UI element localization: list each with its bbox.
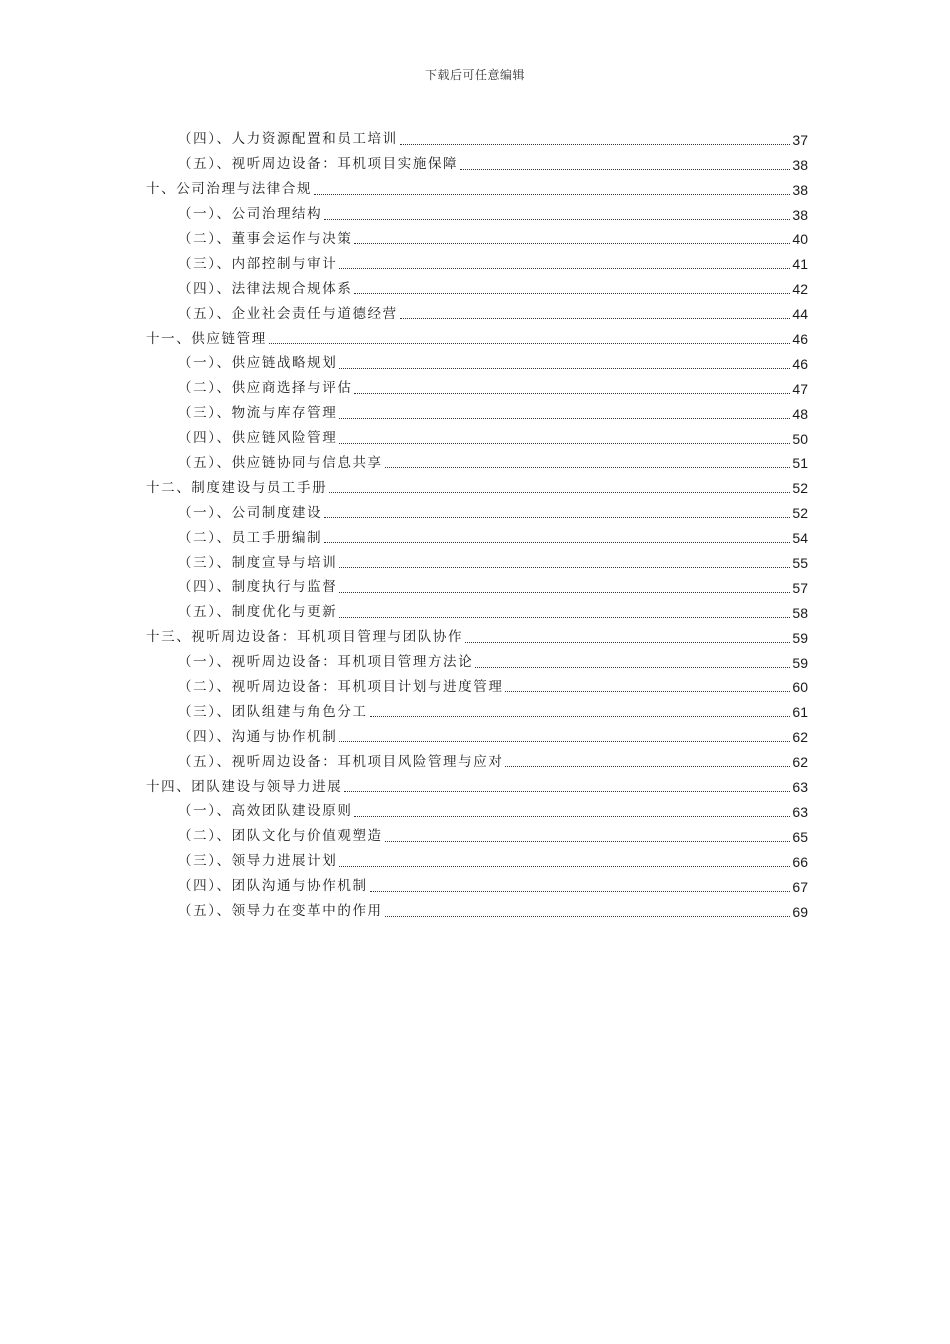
- toc-entry[interactable]: [146, 150, 808, 175]
- toc-entry[interactable]: [146, 897, 808, 922]
- toc-dot-leader: [339, 418, 790, 419]
- toc-dot-leader: [400, 318, 791, 319]
- toc-entry-title: （二）、董事会运作与决策: [178, 230, 353, 247]
- toc-entry-page-number: 63: [792, 803, 808, 820]
- toc-entry-title: （三）、内部控制与审计: [178, 255, 338, 272]
- toc-entry-page-number: 55: [792, 555, 808, 572]
- toc-entry-page-number: 57: [792, 579, 808, 596]
- toc-entry-title: （三）、领导力进展计划: [178, 853, 338, 870]
- toc-entry[interactable]: [146, 847, 808, 872]
- toc-entry-title: （二）、团队文化与价值观塑造: [178, 828, 383, 845]
- toc-entry-page-number: 58: [792, 604, 808, 621]
- toc-entry[interactable]: [146, 697, 808, 722]
- toc-entry-page-number: 48: [792, 405, 808, 422]
- toc-dot-leader: [354, 393, 790, 394]
- toc-dot-leader: [400, 144, 791, 145]
- toc-entry[interactable]: [146, 374, 808, 399]
- toc-entry-page-number: 46: [792, 355, 808, 372]
- toc-entry[interactable]: [146, 747, 808, 772]
- toc-dot-leader: [385, 467, 791, 468]
- toc-entry[interactable]: [146, 200, 808, 225]
- toc-entry-title: （四）、制度执行与监督: [178, 579, 338, 596]
- toc-entry-title: （一）、公司制度建设: [178, 504, 323, 521]
- toc-entry[interactable]: [146, 399, 808, 424]
- toc-dot-leader: [339, 443, 790, 444]
- toc-dot-leader: [505, 691, 790, 692]
- toc-entry-page-number: 47: [792, 380, 808, 397]
- toc-dot-leader: [324, 517, 790, 518]
- toc-entry-title: （五）、制度优化与更新: [178, 604, 338, 621]
- toc-entry-page-number: 42: [792, 281, 808, 298]
- toc-dot-leader: [314, 194, 790, 195]
- toc-entry[interactable]: [146, 673, 808, 698]
- toc-entry-title: （三）、物流与库存管理: [178, 405, 338, 422]
- toc-entry-page-number: 65: [792, 828, 808, 845]
- toc-entry-page-number: 38: [792, 181, 808, 198]
- toc-entry[interactable]: [146, 548, 808, 573]
- toc-entry-page-number: 59: [792, 654, 808, 671]
- toc-dot-leader: [339, 567, 790, 568]
- toc-entry-page-number: 44: [792, 306, 808, 323]
- toc-dot-leader: [324, 542, 790, 543]
- toc-entry-page-number: 37: [792, 131, 808, 148]
- toc-entry-page-number: 41: [792, 256, 808, 273]
- toc-entry-title: （一）、公司治理结构: [178, 206, 323, 223]
- toc-dot-leader: [339, 741, 790, 742]
- toc-entry[interactable]: [146, 573, 808, 598]
- toc-entry[interactable]: [146, 598, 808, 623]
- toc-entry-title: （五）、供应链协同与信息共享: [178, 454, 383, 471]
- toc-dot-leader: [460, 169, 790, 170]
- toc-entry-title: （五）、领导力在变革中的作用: [178, 903, 383, 919]
- toc-entry[interactable]: [146, 125, 808, 150]
- toc-dot-leader: [324, 219, 790, 220]
- toc-entry[interactable]: [146, 822, 808, 847]
- toc-entry-title: 十三、视听周边设备：耳机项目管理与团队协作: [146, 629, 464, 646]
- toc-dot-leader: [339, 866, 790, 867]
- toc-entry-title: （四）、法律法规合规体系: [178, 280, 353, 297]
- toc-entry-title: （四）、沟通与协作机制: [178, 728, 338, 745]
- toc-entry[interactable]: [146, 249, 808, 274]
- toc-entry[interactable]: [146, 772, 808, 797]
- toc-entry-page-number: 67: [792, 878, 808, 895]
- toc-entry-title: （二）、供应商选择与评估: [178, 380, 353, 397]
- toc-entry-title: （五）、视听周边设备：耳机项目风险管理与应对: [178, 753, 504, 770]
- toc-dot-leader: [370, 716, 791, 717]
- toc-entry-title: （三）、制度宣导与培训: [178, 554, 338, 571]
- toc-dot-leader: [465, 642, 790, 643]
- toc-entry[interactable]: [146, 175, 808, 200]
- toc-entry-title: （四）、供应链风险管理: [178, 430, 338, 447]
- toc-entry[interactable]: [146, 299, 808, 324]
- toc-entry-title: （一）、高效团队建设原则: [178, 803, 353, 820]
- toc-entry[interactable]: [146, 225, 808, 250]
- toc-entry-page-number: 51: [792, 455, 808, 472]
- toc-dot-leader: [339, 592, 790, 593]
- toc-entry[interactable]: [146, 473, 808, 498]
- toc-dot-leader: [354, 816, 790, 817]
- toc-entry-page-number: 54: [792, 530, 808, 547]
- toc-entry-title: （二）、员工手册编制: [178, 529, 323, 546]
- toc-entry-page-number: 60: [792, 679, 808, 696]
- toc-entry-page-number: 46: [792, 331, 808, 348]
- toc-dot-leader: [370, 891, 791, 892]
- toc-entry-title: （三）、团队组建与角色分工: [178, 703, 368, 720]
- toc-entry-page-number: 62: [792, 729, 808, 746]
- toc-dot-leader: [329, 492, 790, 493]
- toc-entry[interactable]: [146, 797, 808, 822]
- toc-entry-page-number: 66: [792, 853, 808, 870]
- toc-entry-title: 十四、团队建设与领导力进展: [146, 778, 343, 795]
- toc-entry[interactable]: [146, 424, 808, 449]
- toc-dot-leader: [339, 368, 790, 369]
- toc-entry-title: （四）、人力资源配置和员工培训: [178, 131, 398, 148]
- toc-entry[interactable]: [146, 648, 808, 673]
- toc-entry[interactable]: [146, 872, 808, 897]
- page-header: 下载后可任意编辑: [424, 68, 525, 82]
- toc-entry-title: （五）、企业社会责任与道德经营: [178, 305, 398, 322]
- toc-entry-page-number: 69: [792, 903, 808, 920]
- toc-entry[interactable]: [146, 523, 808, 548]
- toc-dot-leader: [475, 667, 790, 668]
- toc-entry-title: 十、公司治理与法律合规: [146, 181, 313, 198]
- toc-entry-page-number: 38: [792, 206, 808, 223]
- toc-dot-leader: [339, 617, 790, 618]
- toc-dot-leader: [385, 841, 791, 842]
- toc-entry[interactable]: [146, 722, 808, 747]
- toc-entry[interactable]: [146, 274, 808, 299]
- toc-entry[interactable]: [146, 623, 808, 648]
- toc-entry-page-number: 52: [792, 505, 808, 522]
- toc-entry-title: （五）、视听周边设备：耳机项目实施保障: [178, 156, 459, 173]
- toc-entry-page-number: 63: [792, 779, 808, 796]
- toc-entry-title: （一）、供应链战略规划: [178, 355, 338, 372]
- toc-dot-leader: [354, 293, 790, 294]
- toc-dot-leader: [339, 268, 790, 269]
- toc-entry[interactable]: [146, 324, 808, 349]
- toc-entry-page-number: 59: [792, 629, 808, 646]
- toc-entry-page-number: 40: [792, 231, 808, 248]
- toc-entry-page-number: 50: [792, 430, 808, 447]
- toc-entry-page-number: 38: [792, 156, 808, 173]
- toc-dot-leader: [269, 343, 791, 344]
- toc-entry-title: （二）、视听周边设备：耳机项目计划与进度管理: [178, 678, 504, 695]
- toc-dot-leader: [344, 791, 790, 792]
- toc-entry-title: 十一、供应链管理: [146, 330, 267, 347]
- toc-entry-title: （一）、视听周边设备：耳机项目管理方法论: [178, 654, 474, 671]
- table-of-contents: [146, 125, 808, 922]
- toc-entry[interactable]: [146, 349, 808, 374]
- toc-dot-leader: [354, 243, 790, 244]
- toc-entry-page-number: 61: [792, 704, 808, 721]
- toc-entry-title: 十二、制度建设与员工手册: [146, 479, 328, 496]
- toc-entry[interactable]: [146, 449, 808, 474]
- toc-entry-title: （四）、团队沟通与协作机制: [178, 878, 368, 895]
- toc-entry[interactable]: [146, 498, 808, 523]
- toc-entry-page-number: 62: [792, 754, 808, 771]
- toc-dot-leader: [505, 766, 790, 767]
- toc-dot-leader: [385, 916, 791, 917]
- toc-entry-page-number: 52: [792, 480, 808, 497]
